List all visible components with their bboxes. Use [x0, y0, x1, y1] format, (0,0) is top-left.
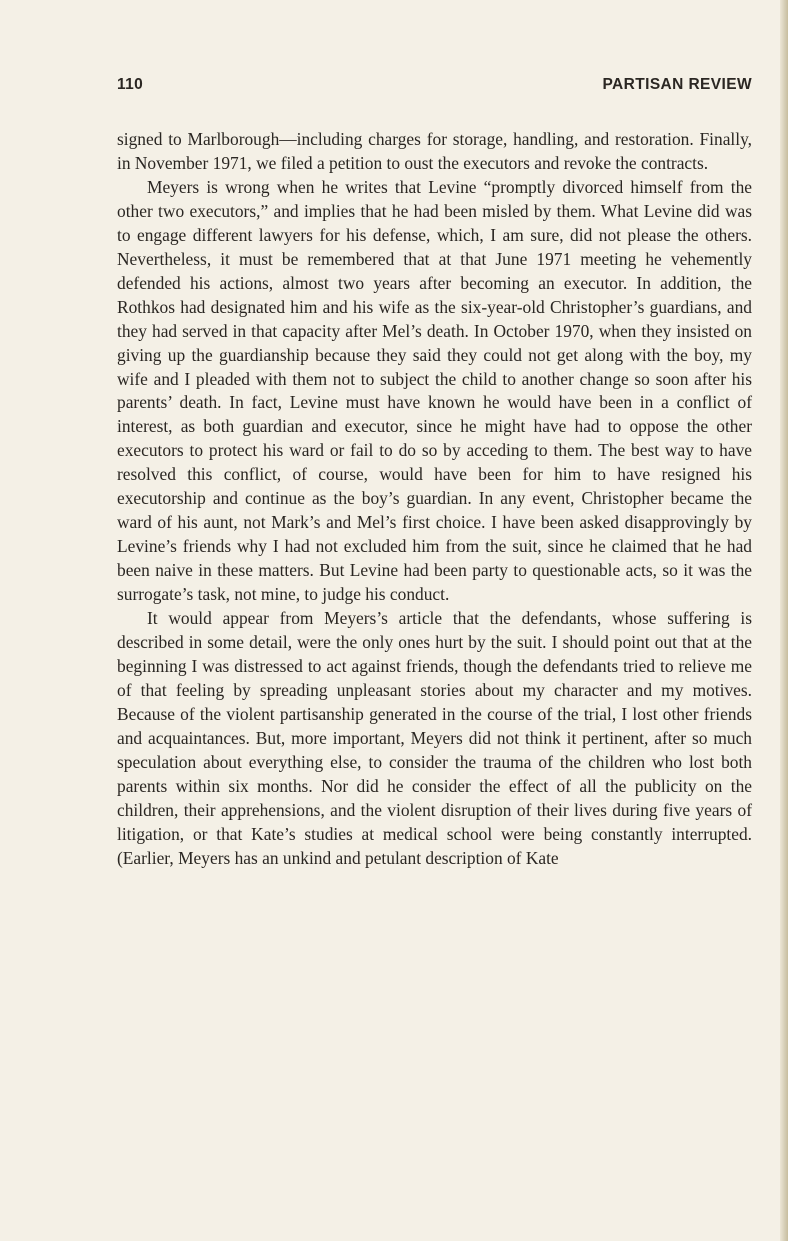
article-body — [117, 128, 752, 871]
paragraph-continuation: signed to Marlborough—including charges for storage, handling, and restoration. Finally, in November 1971, we filed a petition to oust the executors and revoke the contracts. — [117, 129, 752, 173]
paragraph: It would appear from Meyers’s article that the defendants, whose suffering is described in some detail, were the only ones hurt by the suit. I should point out that at the beginning I was distressed to act against friends, though the defendants tried to relieve me of that feeling by spreading unpleasant stories about my character and my motives. Because of the violent partisanship generated in the course of the trial, I lost other friends and acquaintances. But, more important, Meyers did not think it pertinent, after so much speculation about everything else, to consider the trauma of the children who lost both parents within six months. Nor did he consider the effect of all the publicity on the children, their apprehensions, and the violent disruption of their lives during five years of litigation, or that Kate’s studies at medical school were being constantly interrupted. (Earlier, Meyers has an unkind and petulant description of Kate — [117, 608, 752, 868]
running-head — [117, 76, 752, 98]
page-edge-shadow — [780, 0, 788, 1241]
page-number: 110 — [117, 76, 144, 93]
journal-title: PARTISAN REVIEW — [602, 76, 752, 93]
paragraph: Meyers is wrong when he writes that Levine “promptly divorced himself from the other two executors,” and implies that he had been misled by them. What Levine did was to engage different lawyers for his defense, which, I am sure, did not please the others. Nevertheless, it must be remembered that at that June 1971 meeting he vehemently defended his actions, almost two years after becoming an executor. In addition, the Rothkos had designated him and his wife as the six-year-old Christopher’s guardians, and they had served in that capacity after Mel’s death. In October 1970, when they insisted on giving up the guardianship because they said they could not get along with the boy, my wife and I pleaded with them not to subject the child to another change so soon after his parents’ death. In fact, Levine must have known he would have been in a conflict of interest, as both guardian and executor, since he might have had to oppose the other executors to protect his ward or fail to do so by acceding to them. The best way to have resolved this conflict, of course, would have been for him to have resigned his executorship and continue as the boy’s guardian. In any event, Christopher became the ward of his aunt, not Mark’s and Mel’s first choice. I have been asked disapprovingly by Levine’s friends why I had not excluded him from the suit, since he claimed that he had been naive in these matters. But Levine had been party to questionable acts, so it was the surrogate’s task, not mine, to judge his conduct. — [117, 176, 752, 605]
